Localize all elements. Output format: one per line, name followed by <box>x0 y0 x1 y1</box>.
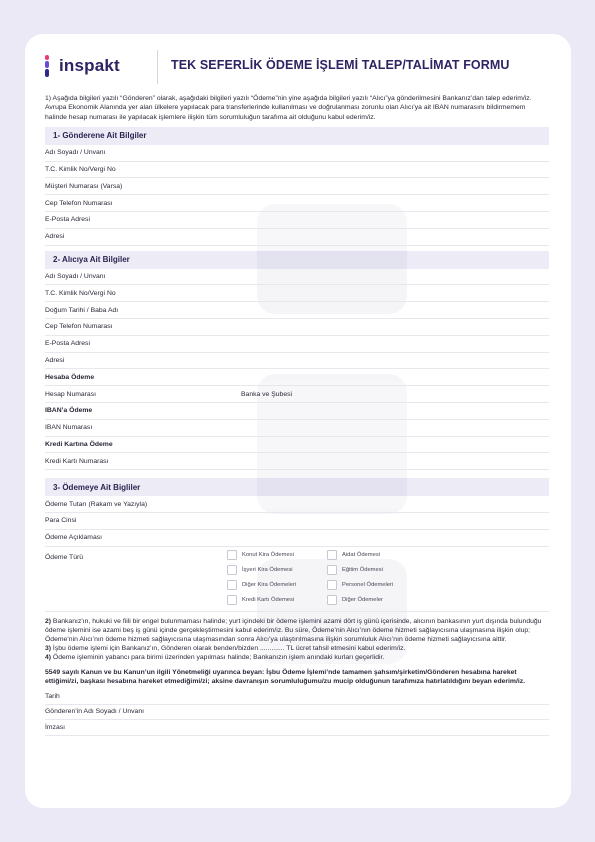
checkbox[interactable] <box>327 565 337 575</box>
option-konut-kira[interactable]: Konut Kira Ödemesi <box>227 550 294 560</box>
declaration-text: 5549 sayılı Kanun ve bu Kanun’un ilgili Yönetmeliği uyarınca beyan: İşbu Ödeme İşlemi’nde tamamen şahsım/şirketim/Gönderen hesabına hareket ettiğimi/zi, başkası hesabına hareket etmediğimi/zi; aksine davranışın sorumluluğumu/zu mucip olduğunun tarafımıza hatırlatıldığını beyan ederim/iz. <box>45 668 526 685</box>
sender-signature-name-field[interactable]: Gönderen’in Adı Soyadı / Unvanı <box>45 705 549 721</box>
option-kredi-karti[interactable]: Kredi Kartı Ödemesi <box>227 595 294 605</box>
option-personel[interactable]: Personel Ödemeleri <box>327 580 393 590</box>
card-number-field[interactable]: Kredi Kartı Numarası <box>45 453 549 470</box>
account-payment-heading: Hesaba Ödeme <box>45 369 549 386</box>
note-4: 4) Ödeme işleminin yabancı para birimi üzerinden yapılması halinde; Bankanızın işlem anındaki kurları geçerlidir. <box>45 654 385 662</box>
payment-description-field[interactable]: Ödeme Açıklaması <box>45 530 549 547</box>
sender-name-field[interactable]: Adı Soyadı / Unvanı <box>45 145 549 162</box>
option-isyeri-kira[interactable]: İşyeri Kira Ödemesi <box>227 565 293 575</box>
checkbox[interactable] <box>227 565 237 575</box>
brand-logo-icon <box>45 55 55 77</box>
terms-notes <box>45 617 549 663</box>
intro-paragraph: 1) Aşağıda bilgileri yazılı “Gönderen” olarak, aşağıdaki bilgileri yazılı “Ödeme”nin yine aşağıda bilgileri yazılı “Alıcı”ya gönderilmesini Bankanız’dan talep ederim/iz. Avrupa Ekonomik Alanında yer alan ülkelere yapılacak para transferlerinde kullanılması ve doğrulanması zorunlu olan Alıcı’ya ait IBAN numarasını bildirmemem halinde hesap numarası ile yapılacak işlemlere ilişkin tüm sorumluluğun tarafıma ait olduğunu kabul ederim/iz. <box>45 95 532 121</box>
note-3: 3) İşbu ödeme işlemi için Bankanız’ın, Gönderen olarak benden/bizden ............. TL ücret tahsil etmesini kabul ederim/iz. <box>45 645 406 653</box>
recipient-email-field[interactable]: E-Posta Adresi <box>45 336 549 353</box>
form-header <box>45 34 549 92</box>
sender-email-field[interactable]: E-Posta Adresi <box>45 212 549 229</box>
option-aidat[interactable]: Aidat Ödemesi <box>327 550 380 560</box>
account-number-label: Hesap Numarası <box>45 390 96 398</box>
date-field[interactable]: Tarih <box>45 689 549 705</box>
checkbox[interactable] <box>227 550 237 560</box>
option-diger-odemeler[interactable]: Diğer Ödemeler <box>327 595 383 605</box>
note-2: 2) Bankanız’ın, hukuki ve fiili bir engel bulunmaması halinde; yurt içindeki bir ödeme işlemini azami dört iş günü içerisinde, alıcının bankasının yurt dışında bulunduğu ödeme işlemini ise azami beş iş günü içinde gerçekleştirmesini kabul ederim/iz. Bu süre, Ödeme’nin Alıcı’nın ödeme hizmeti sağlayıcısına ulaşmasına ilişkin olup; Ödeme’nin Alıcı’nın ödeme hizmeti sağlayıcısına ulaşmasından sonra Alıcı’ya ulaştırılmasına ilişkin sorumluluk Alıcı’nın ödeme hizmeti sağlayıcısına aittir. <box>45 617 542 644</box>
form-title: TEK SEFERLİK ÖDEME İŞLEMİ TALEP/TALİMAT FORMU <box>171 58 510 72</box>
recipient-birth-field[interactable]: Doğum Tarihi / Baba Adı <box>45 302 549 319</box>
sender-address-field[interactable]: Adresi <box>45 229 549 246</box>
payment-type-group <box>45 547 549 612</box>
checkbox[interactable] <box>327 580 337 590</box>
bank-branch-label: Banka ve Şubesi <box>241 390 293 398</box>
recipient-address-field[interactable]: Adresi <box>45 353 549 370</box>
sender-phone-field[interactable]: Cep Telefon Numarası <box>45 195 549 212</box>
signature-field[interactable]: İmzası <box>45 720 549 736</box>
recipient-id-field[interactable]: T.C. Kimlik No/Vergi No <box>45 285 549 302</box>
form-card <box>25 34 571 808</box>
recipient-name-field[interactable]: Adı Soyadı / Unvanı <box>45 269 549 286</box>
card-payment-heading: Kredi Kartına Ödeme <box>45 437 549 454</box>
section-sender-heading: 1- Gönderene Ait Bilgiler <box>45 127 549 145</box>
iban-number-field[interactable]: IBAN Numarası <box>45 420 549 437</box>
recipient-phone-field[interactable]: Cep Telefon Numarası <box>45 319 549 336</box>
header-divider <box>157 50 158 84</box>
brand-name: inspakt <box>59 56 120 75</box>
iban-payment-heading: IBAN’a Ödeme <box>45 403 549 420</box>
checkbox[interactable] <box>227 595 237 605</box>
account-number-row[interactable] <box>45 386 549 403</box>
checkbox[interactable] <box>327 595 337 605</box>
payment-amount-field[interactable]: Ödeme Tutarı (Rakam ve Yazıyla) <box>45 496 549 513</box>
brand-logo <box>45 55 120 77</box>
section-payment-heading: 3- Ödemeye Ait Bigliler <box>45 478 549 496</box>
section-recipient-heading: 2- Alıcıya Ait Bilgiler <box>45 251 549 269</box>
option-egitim[interactable]: Eğitim Ödemesi <box>327 565 383 575</box>
sender-id-field[interactable]: T.C. Kimlik No/Vergi No <box>45 162 549 179</box>
payment-type-label: Ödeme Türü <box>45 553 84 561</box>
option-diger-kira[interactable]: Diğer Kira Ödemeleri <box>227 580 296 590</box>
checkbox[interactable] <box>227 580 237 590</box>
sender-customer-no-field[interactable]: Müşteri Numarası (Varsa) <box>45 178 549 195</box>
checkbox[interactable] <box>327 550 337 560</box>
currency-field[interactable]: Para Cinsi <box>45 513 549 530</box>
